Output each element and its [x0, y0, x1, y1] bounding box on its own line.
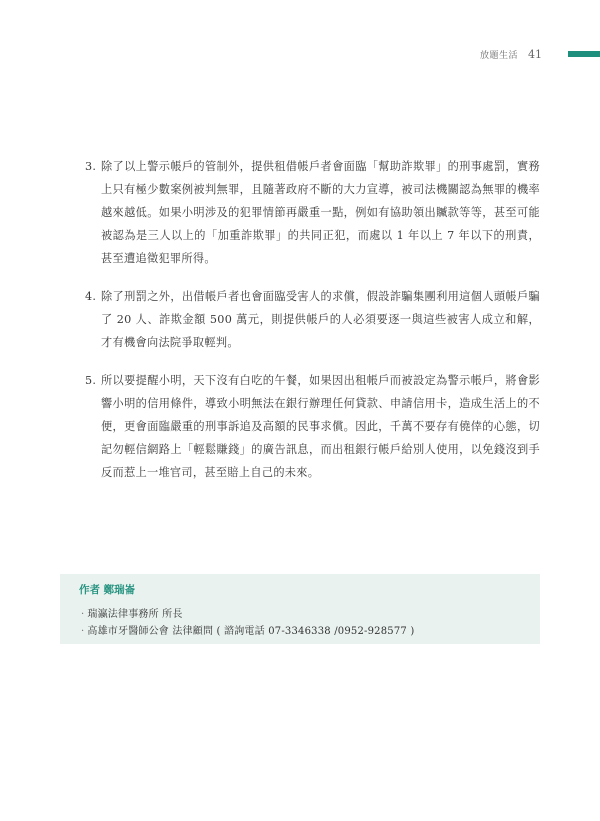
item-text: 所以要提醒小明，天下沒有白吃的午餐，如果因出租帳戶而被設定為警示帳戶，將會影響小明的信用條件，導致小明無法在銀行辦理任何貸款、申請信用卡，造成生活上的不便，更會面臨嚴重的刑事訴追及高額的民事求償。因此，千萬不要存有僥倖的心態，切記勿輕信網路上「輕鬆賺錢」的廣告訊息，而出租銀行帳戶給別人使用，以免錢沒到手反而惹上一堆官司，甚至賠上自己的未來。	[101, 374, 540, 479]
author-affiliation	[81, 605, 183, 620]
item-number: 3.	[85, 160, 97, 173]
author-affiliation	[81, 622, 414, 637]
bullet-dot: ·	[81, 626, 85, 637]
author-title: 作者 鄭瑞崙	[79, 584, 136, 596]
page-number: 41	[528, 47, 542, 61]
item-number: 5.	[85, 374, 97, 387]
bullet-dot: ·	[81, 609, 85, 620]
numbered-list	[85, 155, 540, 499]
item-text: 除了刑罰之外，出借帳戶者也會面臨受害人的求償，假設詐騙集團利用這個人頭帳戶騙了 20 人、詐欺金額 500 萬元，則提供帳戶的人必須要逐一與這些被害人成立和解，才有機會向法院爭取輕判。	[101, 290, 540, 349]
list-item	[85, 285, 540, 354]
accent-bar	[568, 51, 600, 57]
item-number: 4.	[85, 290, 97, 303]
item-text: 除了以上警示帳戶的管制外，提供租借帳戶者會面臨「幫助詐欺罪」的刑事處罰，實務上只有極少數案例被判無罪，且隨著政府不斷的大力宣導，被司法機關認為無罪的機率越來越低。如果小明涉及的犯罪情節再嚴重一點，例如有協助領出贓款等等，甚至可能被認為是三人以上的「加重詐欺罪」的共同正犯，而處以 1 年以上 7 年以下的刑責，甚至遭追徵犯罪所得。	[101, 160, 540, 265]
page-header	[480, 46, 600, 62]
author-line-text: 高雄市牙醫師公會 法律顧問 ( 諮詢電話 07-3346338 /0952-928577 )	[87, 626, 415, 637]
author-line-text: 瑞瀛法律事務所 所長	[87, 609, 183, 620]
list-item	[85, 369, 540, 484]
author-info-box	[60, 574, 540, 644]
section-title: 放題生活	[479, 50, 518, 61]
list-item	[85, 155, 540, 270]
